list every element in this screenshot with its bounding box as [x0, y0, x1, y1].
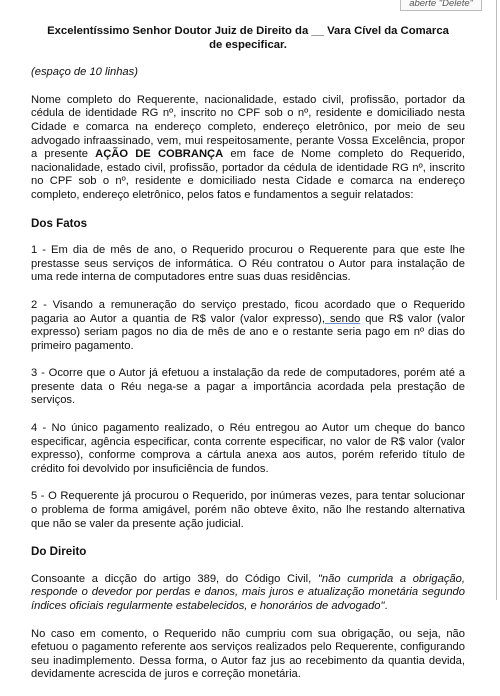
direito-1-text-1: Consoante a dicção do artigo 389, do Código Civil,: [31, 572, 318, 585]
fato-2-text-1: 2 - Visando a remuneração do serviço prestado, ficou acordado que o Requerido pagaria ao Autor a quantia de R$ valor (valor expresso): [31, 298, 465, 325]
fato-5: 5 - O Requerente já procurou o Requerido, por inúmeras vezes, para tentar solucionar o problema de forma amigável, porém não obteve êxito, não lhe restando alternativa que não se valer da presente ação judicial.: [31, 490, 465, 530]
direito-1-quote: "não cumprida a obrigação, responde o devedor por perdas e danos, mais juros e atualização monetária segundo índices oficiais regularmente estabelecidos, e honorários de advogado": [31, 572, 465, 612]
document-body: [31, 25, 465, 696]
direito-2: No caso em comento, o Requerido não cumpriu com sua obrigação, ou seja, não efetuou o pagamento referente aos serviços realizados pelo Requerente, configurando seu inadimplemento. Dessa forma, o Autor faz jus ao recebimento da quantia devida, devidamente acrescida de juros e correção monetária.: [31, 627, 465, 681]
fato-4: 4 - No único pagamento realizado, o Réu entregou ao Autor um cheque do banco especificar, agência especificar, conta corrente especificar, no valor de R$ valor (valor expresso), conforme comprova a cártula anexa aos autos, porém referido título de crédito foi devolvido por insuficiência de fundos.: [31, 422, 465, 475]
section-heading-fatos: Dos Fatos: [31, 216, 88, 230]
direito-1: [31, 573, 465, 614]
intro-text-1: Nome completo do Requerente, nacionalidade, estado civil, profissão, portador da cédula de identidade RG nº, inscrito no CPF sob o nº, residente e domiciliado nesta Cidade e comarca na endereço completo, endereço eletrônico, por meio de seu advogado infraassinado, vem, mui respeitosamente, perante Vossa Excelência, propor a presente: [31, 93, 465, 161]
fato-3: 3 - Ocorre que o Autor já efetuou a instalação da rede de computadores, porém até a presente data o Réu nega-se a pagar a importância acordada pela prestação de serviços.: [31, 367, 465, 407]
fato-2-underlined: , sendo: [321, 312, 361, 325]
fato-2-text-2: que R$ valor (valor expresso) seriam pagos no dia de mês de ano e o restante seria pago em nº dias do primeiro pagamento.: [31, 312, 466, 352]
action-name: AÇÃO DE COBRANÇA: [95, 148, 224, 161]
fato-2: [31, 299, 465, 353]
document-title: [31, 25, 465, 52]
intro-text-2: em face de Nome completo do Requerido, nacionalidade, estado civil, profissão, portador da cédula de identidade RG nº, inscrito no CPF sob o nº, residente e domiciliado nesta Cidade e comarca na endereço completo, endereço eletrônico, pelos fatos e fundamentos a seguir relatados:: [31, 148, 465, 201]
intro-paragraph: [31, 94, 465, 203]
section-heading-direito: Do Direito: [31, 545, 87, 559]
fato-1: 1 - Em dia de mês de ano, o Requerido procurou o Requerente para que este lhe prestasse seus serviços de informática. O Réu contratou o Autor para instalação de uma rede interna de computadores entre suas duas residências.: [31, 244, 465, 284]
space-note: (espaço de 10 linhas): [31, 66, 138, 79]
title-line-2: de especificar.: [209, 38, 287, 51]
top-tag: aberte "Delete": [400, 0, 482, 11]
title-line-1: Excelentíssimo Senhor Doutor Juiz de Direito da __ Vara Cível da Comarca: [47, 25, 449, 37]
direito-1-text-2: .: [384, 600, 388, 612]
